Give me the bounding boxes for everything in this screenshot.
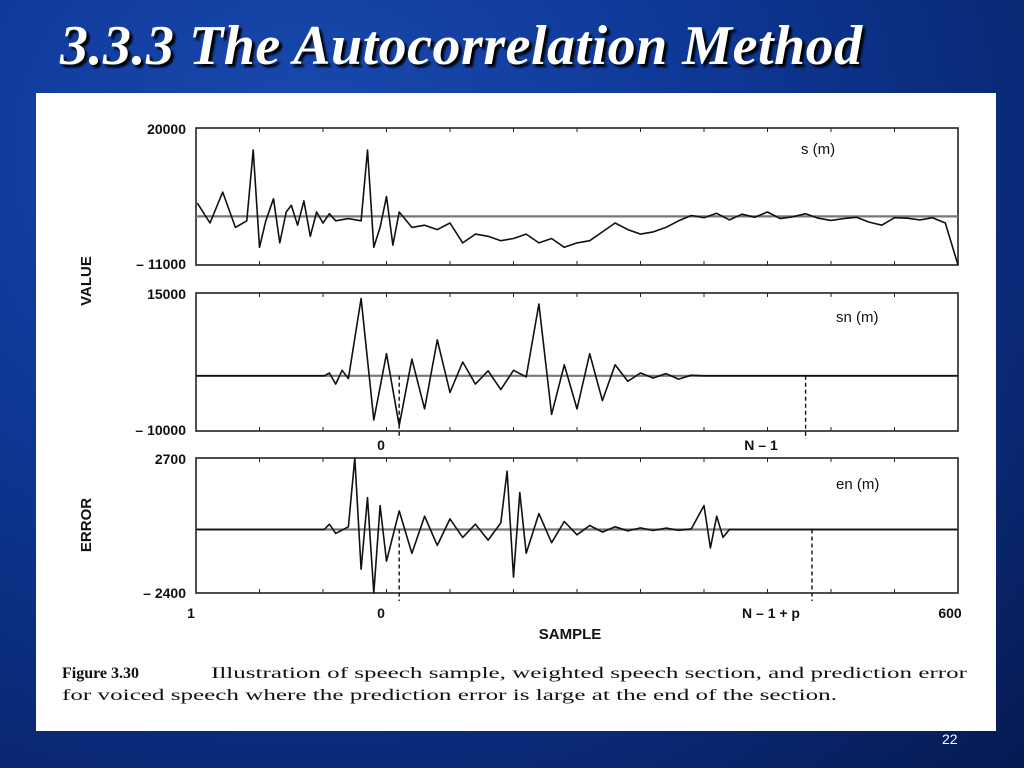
figure-caption-line-1: Illustration of speech sample, weighted speech section, and prediction error bbox=[211, 665, 969, 682]
y-axis-label-value: VALUE bbox=[78, 256, 95, 306]
x-axis-label: SAMPLE bbox=[538, 626, 602, 643]
y-axis-label-error: ERROR bbox=[78, 497, 95, 553]
x-marker-label-p3-end: N – 1 + p bbox=[742, 605, 800, 621]
figure-caption-label: Figure 3.30 bbox=[62, 665, 140, 682]
y-tick-label-p2-bottom: – 10000 bbox=[135, 422, 186, 438]
y-tick-label-p3-top: 2700 bbox=[154, 451, 186, 467]
plot-frame bbox=[196, 128, 958, 265]
series-line bbox=[197, 150, 958, 265]
x-marker-label-p3-start: 0 bbox=[377, 605, 385, 621]
y-tick-label-p1-top: 20000 bbox=[147, 121, 186, 137]
y-tick-label-p2-top: 15000 bbox=[147, 286, 186, 302]
series-label-p2: sn (m) bbox=[836, 309, 879, 326]
series-label-p3: en (m) bbox=[836, 476, 880, 493]
slide-title: 3.3.3 The Autocorrelation Method bbox=[60, 15, 863, 77]
x-marker-label-p2-end: N – 1 bbox=[744, 437, 778, 453]
figure-panel bbox=[36, 93, 996, 731]
x-marker-label-p2-start: 0 bbox=[377, 437, 385, 453]
y-tick-label-p1-bottom: – 11000 bbox=[136, 256, 186, 272]
series-label-p1: s (m) bbox=[801, 141, 836, 158]
panel-speech-sample bbox=[196, 128, 958, 265]
figure-chart bbox=[36, 93, 996, 731]
x-tick-label-first: 1 bbox=[187, 605, 195, 621]
x-tick-label-last: 600 bbox=[938, 605, 962, 621]
figure-caption-line-2: for voiced speech where the prediction error is large at the end of the section. bbox=[62, 687, 837, 704]
page-number: 22 bbox=[942, 731, 958, 747]
y-tick-label-p3-bottom: – 2400 bbox=[143, 585, 186, 601]
